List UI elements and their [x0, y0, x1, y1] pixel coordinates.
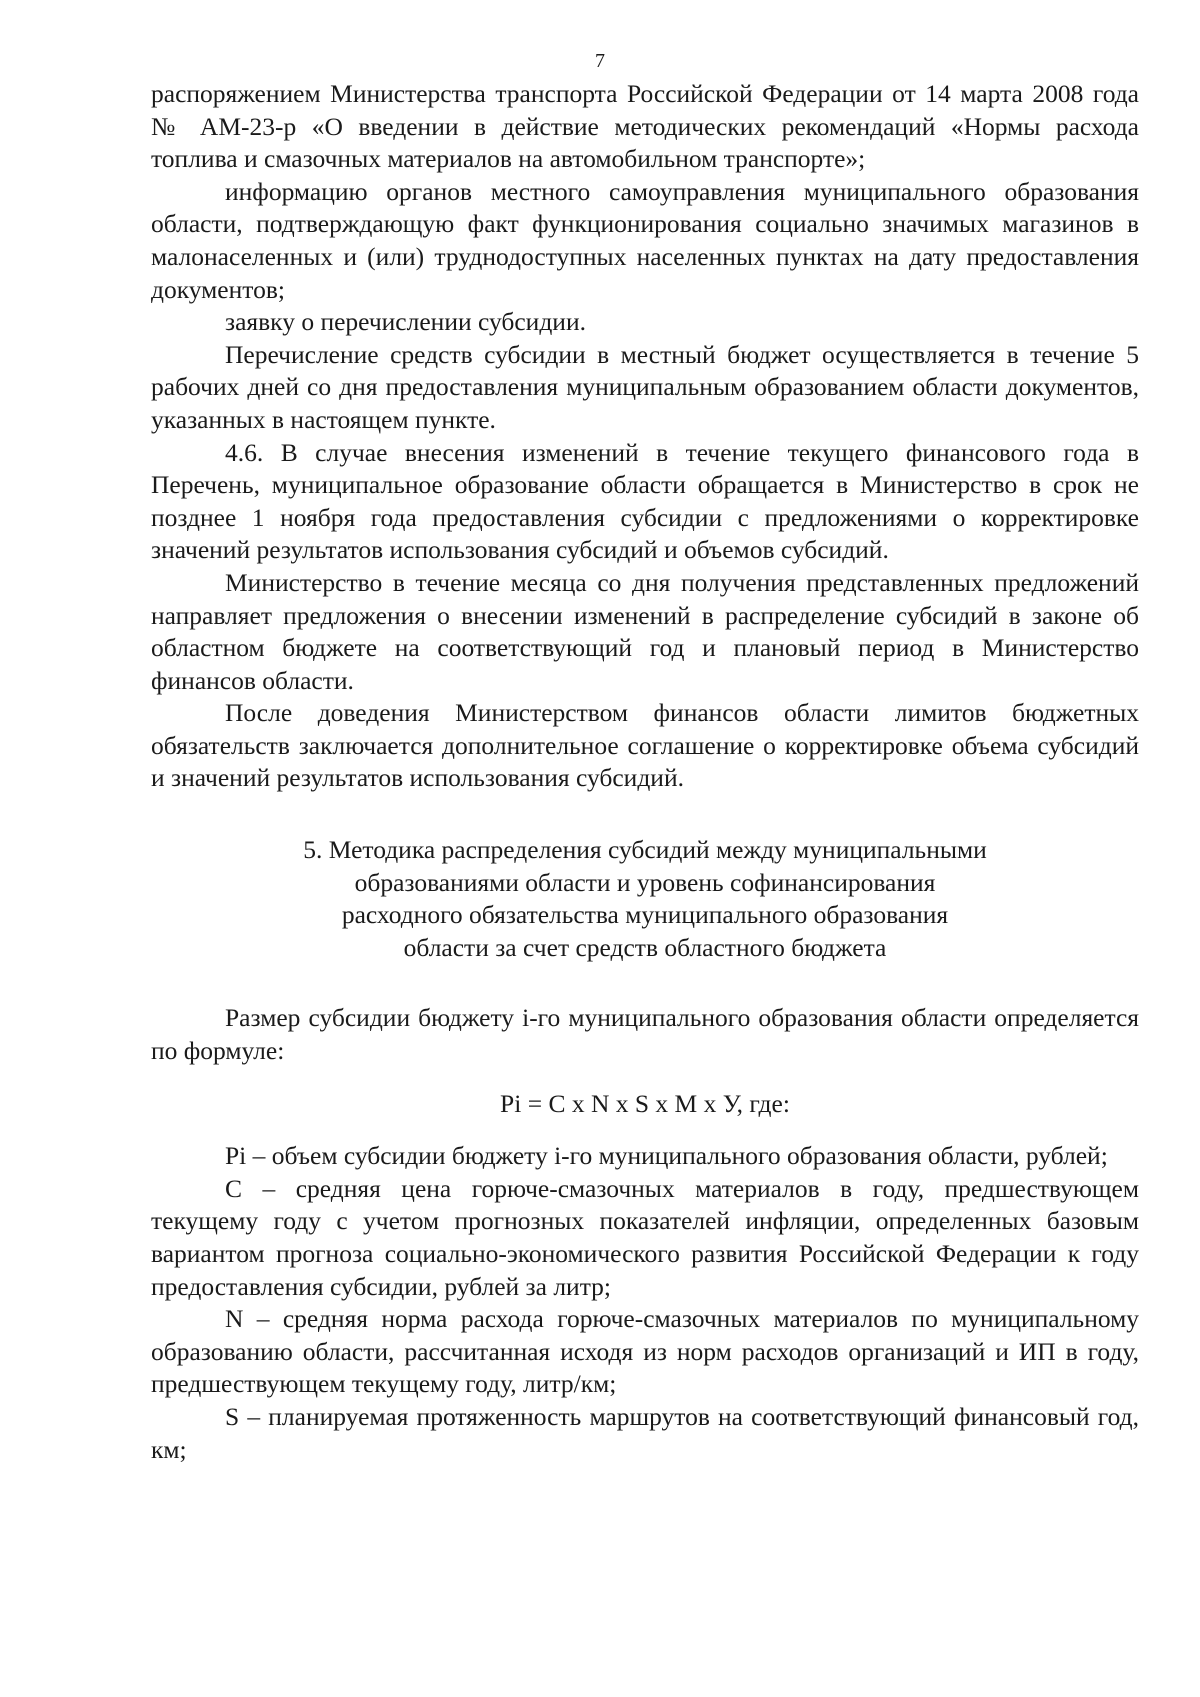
page-number: 7	[595, 50, 605, 72]
definition: N – средняя норма расхода горюче-смазочных материалов по муниципальному образованию области, рассчитанная исходя из норм расходов организаций и ИП в году, предшествующем текущему году, литр/км;	[151, 1304, 1139, 1399]
heading-line: области за счет средств областного бюджета	[403, 932, 887, 962]
heading-line: 5. Методика распределения субсидий между муниципальными	[303, 835, 987, 865]
formula-intro: Размер субсидии бюджету i-го муниципального образования области определяется по формуле:	[151, 1003, 1139, 1066]
heading-line: образованиями области и уровень софинансирования	[354, 867, 936, 897]
paragraph: Перечисление средств субсидии в местный бюджет осуществляется в течение 5 рабочих дней со дня предоставления муниципальным образованием области документов, указанных в настоящем пункте.	[151, 339, 1139, 434]
definition: S – планируемая протяженность маршрутов на соответствующий финансовый год, км;	[151, 1401, 1139, 1464]
paragraph: заявку о перечислении субсидии.	[225, 307, 586, 337]
paragraph: распоряжением Министерства транспорта Российской Федерации от 14 марта 2008 года № АМ-23-р «О введении в действие методических рекомендаций «Нормы расхода топлива и смазочных материалов на автомобильном транспорте»;	[151, 79, 1139, 174]
definition: C – средняя цена горюче-смазочных материалов в году, предшествующем текущему году с учетом прогнозных показателей инфляции, определенных базовым вариантом прогноза социально-экономического развития Российской Федерации к году предоставления субсидии, рублей за литр;	[151, 1173, 1139, 1301]
paragraph: Министерство в течение месяца со дня получения представленных предложений направляет предложения о внесении изменений в распределение субсидий в законе об областном бюджете на соответствующий год и плановый период в Министерство финансов области.	[151, 567, 1139, 695]
paragraph: После доведения Министерством финансов области лимитов бюджетных обязательств заключается дополнительное соглашение о корректировке объема субсидий и значений результатов использования субсидий.	[151, 698, 1139, 793]
formula: Pi = C x N x S x M x У, где:	[500, 1088, 790, 1118]
definition: Pi – объем субсидии бюджету i-го муниципального образования области, рублей;	[225, 1141, 1108, 1171]
heading-line: расходного обязательства муниципального образования	[341, 900, 949, 930]
document-body	[151, 78, 1139, 1466]
section-heading	[151, 834, 1139, 964]
paragraph: информацию органов местного самоуправления муниципального образования области, подтверждающую факт функционирования социально значимых магазинов в малонаселенных и (или) труднодоступных населенных пунктах на дату предоставления документов;	[151, 176, 1139, 304]
paragraph: 4.6. В случае внесения изменений в течение текущего финансового года в Перечень, муниципальное образование области обращается в Министерство в срок не позднее 1 ноября года предоставления субсидии с предложениями о корректировке значений результатов использования субсидий и объемов субсидий.	[151, 437, 1139, 565]
